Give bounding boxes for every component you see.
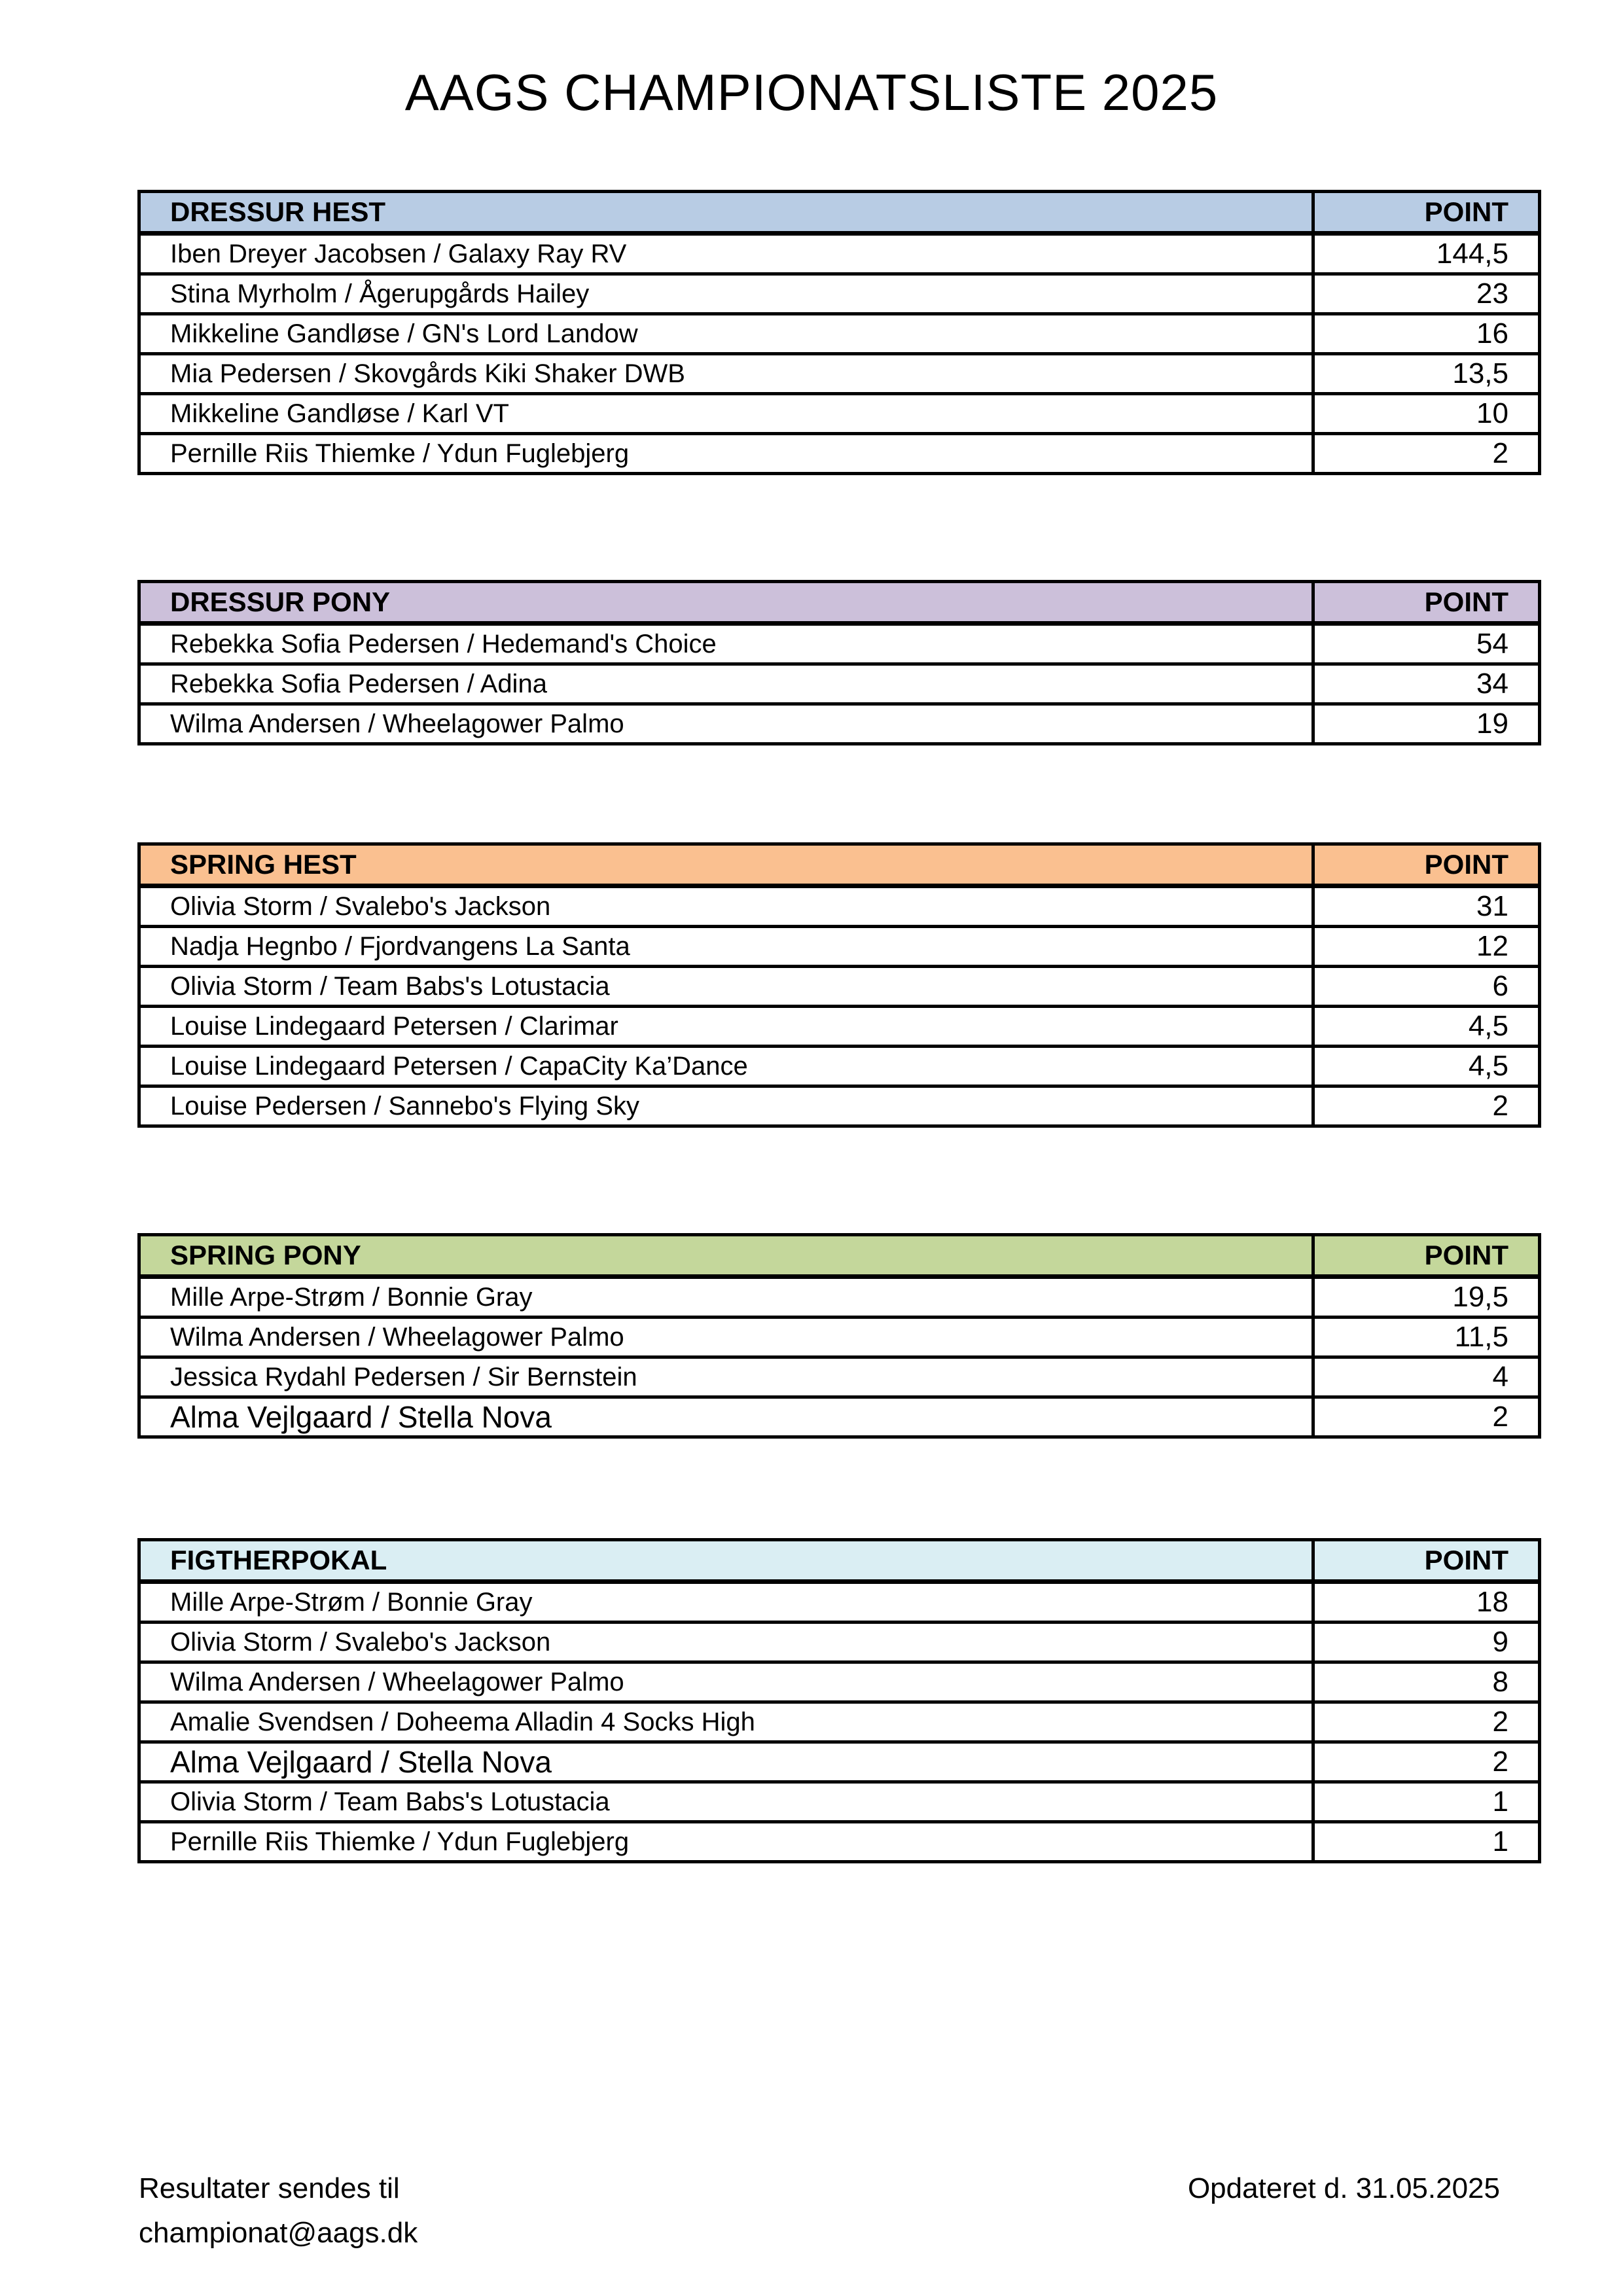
rider-horse-name: Wilma Andersen / Wheelagower Palmo <box>139 1318 1313 1357</box>
rider-horse-name: Olivia Storm / Svalebo's Jackson <box>139 886 1313 927</box>
table-row <box>139 1822 1540 1862</box>
rider-horse-name: Pernille Riis Thiemke / Ydun Fuglebjerg <box>139 434 1313 474</box>
table-header-row <box>139 582 1540 624</box>
table-dressur-hest <box>137 190 1541 475</box>
table-row <box>139 394 1540 434</box>
rider-horse-name: Louise Lindegaard Petersen / Clarimar <box>139 1007 1313 1047</box>
points-value: 6 <box>1313 967 1540 1007</box>
table-spring-pony <box>137 1233 1541 1439</box>
points-value: 2 <box>1313 1702 1540 1742</box>
table-row <box>139 1277 1540 1318</box>
rider-horse-name: Mia Pedersen / Skovgårds Kiki Shaker DWB <box>139 354 1313 394</box>
footer-updated: Opdateret d. 31.05.2025 <box>1187 2172 1500 2204</box>
points-value: 2 <box>1313 1086 1540 1126</box>
points-value: 12 <box>1313 927 1540 967</box>
table-row <box>139 274 1540 314</box>
points-value: 2 <box>1313 434 1540 474</box>
rider-horse-name: Mikkeline Gandløse / Karl VT <box>139 394 1313 434</box>
points-value: 31 <box>1313 886 1540 927</box>
table-row <box>139 434 1540 474</box>
points-value: 4,5 <box>1313 1007 1540 1047</box>
table-row <box>139 354 1540 394</box>
table-header-row <box>139 1235 1540 1277</box>
points-value: 4 <box>1313 1357 1540 1397</box>
table-row <box>139 314 1540 354</box>
point-column-header: POINT <box>1313 192 1540 234</box>
points-value: 10 <box>1313 394 1540 434</box>
rider-horse-name: Olivia Storm / Team Babs's Lotustacia <box>139 1782 1313 1822</box>
table-spring-hest <box>137 842 1541 1128</box>
rider-horse-name: Iben Dreyer Jacobsen / Galaxy Ray RV <box>139 234 1313 274</box>
table-row <box>139 704 1540 744</box>
table-figtherpokal <box>137 1538 1541 1863</box>
points-value: 2 <box>1313 1397 1540 1437</box>
table-header-row <box>139 192 1540 234</box>
points-value: 19,5 <box>1313 1277 1540 1318</box>
rider-horse-name: Jessica Rydahl Pedersen / Sir Bernstein <box>139 1357 1313 1397</box>
table-row <box>139 234 1540 274</box>
points-value: 9 <box>1313 1623 1540 1662</box>
table-row <box>139 1702 1540 1742</box>
rider-horse-name: Nadja Hegnbo / Fjordvangens La Santa <box>139 927 1313 967</box>
table-row <box>139 1007 1540 1047</box>
table-row <box>139 967 1540 1007</box>
rider-horse-name: Louise Lindegaard Petersen / CapaCity Ka’Dance <box>139 1047 1313 1086</box>
table-header-row <box>139 1540 1540 1582</box>
points-value: 19 <box>1313 704 1540 744</box>
rider-horse-name: Wilma Andersen / Wheelagower Palmo <box>139 1662 1313 1702</box>
section-title: DRESSUR HEST <box>139 192 1313 234</box>
rider-horse-name: Amalie Svendsen / Doheema Alladin 4 Socks High <box>139 1702 1313 1742</box>
footer-contact <box>139 2166 418 2255</box>
table-row <box>139 1582 1540 1623</box>
rider-horse-name: Alma Vejlgaard / Stella Nova <box>139 1397 1313 1437</box>
points-value: 16 <box>1313 314 1540 354</box>
table-row <box>139 927 1540 967</box>
rider-horse-name: Wilma Andersen / Wheelagower Palmo <box>139 704 1313 744</box>
point-column-header: POINT <box>1313 582 1540 624</box>
table-row <box>139 1782 1540 1822</box>
footer-results-label: Resultater sendes til <box>139 2172 400 2204</box>
section-title: FIGTHERPOKAL <box>139 1540 1313 1582</box>
table-row <box>139 1623 1540 1662</box>
rider-horse-name: Alma Vejlgaard / Stella Nova <box>139 1742 1313 1782</box>
table-row <box>139 1086 1540 1126</box>
table-row <box>139 1318 1540 1357</box>
points-value: 1 <box>1313 1822 1540 1862</box>
points-value: 144,5 <box>1313 234 1540 274</box>
table-row <box>139 1357 1540 1397</box>
table-row <box>139 1397 1540 1437</box>
table-row <box>139 1742 1540 1782</box>
footer-email: championat@aags.dk <box>139 2217 418 2249</box>
rider-horse-name: Louise Pedersen / Sannebo's Flying Sky <box>139 1086 1313 1126</box>
points-value: 11,5 <box>1313 1318 1540 1357</box>
points-value: 23 <box>1313 274 1540 314</box>
page-title: AAGS CHAMPIONATSLISTE 2025 <box>404 63 1219 121</box>
table-header-row <box>139 844 1540 886</box>
points-value: 1 <box>1313 1782 1540 1822</box>
table-row <box>139 624 1540 664</box>
points-value: 34 <box>1313 664 1540 704</box>
point-column-header: POINT <box>1313 1540 1540 1582</box>
rider-horse-name: Mille Arpe-Strøm / Bonnie Gray <box>139 1277 1313 1318</box>
points-value: 4,5 <box>1313 1047 1540 1086</box>
point-column-header: POINT <box>1313 1235 1540 1277</box>
point-column-header: POINT <box>1313 844 1540 886</box>
section-title: DRESSUR PONY <box>139 582 1313 624</box>
points-value: 54 <box>1313 624 1540 664</box>
rider-horse-name: Rebekka Sofia Pedersen / Adina <box>139 664 1313 704</box>
points-value: 8 <box>1313 1662 1540 1702</box>
rider-horse-name: Rebekka Sofia Pedersen / Hedemand's Choice <box>139 624 1313 664</box>
section-title: SPRING PONY <box>139 1235 1313 1277</box>
rider-horse-name: Olivia Storm / Svalebo's Jackson <box>139 1623 1313 1662</box>
rider-horse-name: Mikkeline Gandløse / GN's Lord Landow <box>139 314 1313 354</box>
table-row <box>139 664 1540 704</box>
table-row <box>139 886 1540 927</box>
points-value: 18 <box>1313 1582 1540 1623</box>
table-row <box>139 1662 1540 1702</box>
rider-horse-name: Mille Arpe-Strøm / Bonnie Gray <box>139 1582 1313 1623</box>
rider-horse-name: Stina Myrholm / Ågerupgårds Hailey <box>139 274 1313 314</box>
table-row <box>139 1047 1540 1086</box>
section-title: SPRING HEST <box>139 844 1313 886</box>
points-value: 2 <box>1313 1742 1540 1782</box>
table-dressur-pony <box>137 580 1541 745</box>
points-value: 13,5 <box>1313 354 1540 394</box>
rider-horse-name: Olivia Storm / Team Babs's Lotustacia <box>139 967 1313 1007</box>
rider-horse-name: Pernille Riis Thiemke / Ydun Fuglebjerg <box>139 1822 1313 1862</box>
